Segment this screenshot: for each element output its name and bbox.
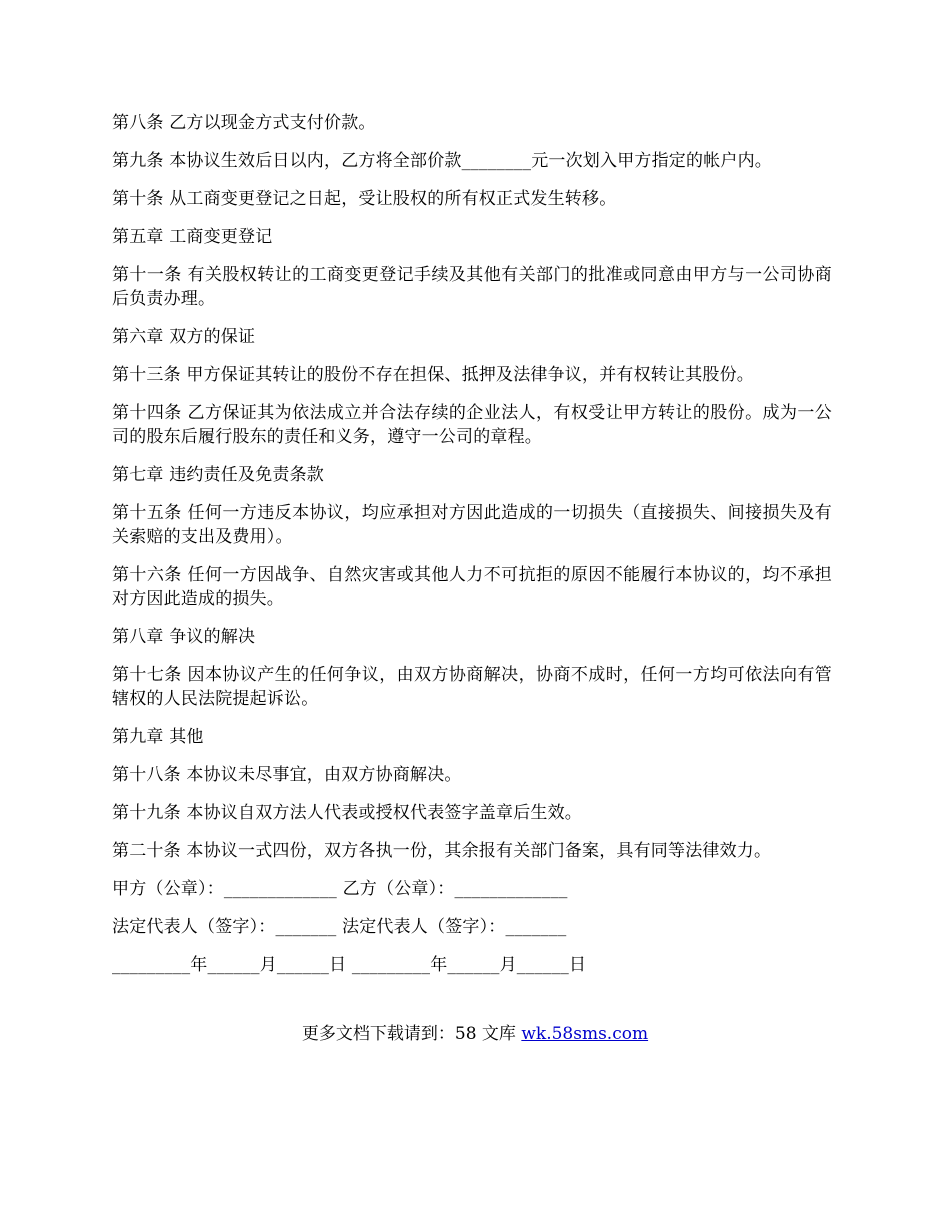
- footer: [0, 1022, 950, 1046]
- footer-text: 更多文档下载请到：58 文库: [301, 1024, 522, 1044]
- signature-line: 法定代表人（签字）：_______ 法定代表人（签字）：_______: [112, 917, 567, 937]
- chapter-9-heading: 第九章 其他: [112, 727, 204, 747]
- clause-8: 第八条 乙方以现金方式支付价款。: [112, 113, 376, 133]
- clause-19: 第十九条 本协议自双方法人代表或授权代表签字盖章后生效。: [112, 803, 583, 823]
- seal-line: 甲方（公章）：_____________ 乙方（公章）：_____________: [112, 879, 568, 899]
- clause-11: 第十一条 有关股权转让的工商变更登记手续及其他有关部门的批准或同意由甲方与一公司协商后负责办理。: [112, 265, 832, 309]
- clause-10: 第十条 从工商变更登记之日起，受让股权的所有权正式发生转移。: [112, 189, 617, 209]
- clause-14: 第十四条 乙方保证其为依法成立并合法存续的企业法人，有权受让甲方转让的股份。成为一公司的股东后履行股东的责任和义务，遵守一公司的章程。: [112, 403, 832, 447]
- clause-13: 第十三条 甲方保证其转让的股份不存在担保、抵押及法律争议，并有权转让其股份。: [112, 365, 755, 385]
- chapter-6-heading: 第六章 双方的保证: [112, 327, 256, 347]
- chapter-8-heading: 第八章 争议的解决: [112, 627, 256, 647]
- footer-link[interactable]: wk.58sms.com: [521, 1024, 649, 1044]
- clause-15: 第十五条 任何一方违反本协议，均应承担对方因此造成的一切损失（直接损失、间接损失及有关索赔的支出及费用）。: [112, 503, 832, 547]
- date-line: _________年______月______日 _________年______月______日: [112, 955, 587, 975]
- clause-18: 第十八条 本协议未尽事宜，由双方协商解决。: [112, 765, 462, 785]
- clause-20: 第二十条 本协议一式四份，双方各执一份，其余报有关部门备案，具有同等法律效力。: [112, 841, 772, 861]
- clause-9: 第九条 本协议生效后日以内，乙方将全部价款________元一次划入甲方指定的帐户内。: [112, 151, 773, 171]
- clause-16: 第十六条 任何一方因战争、自然灾害或其他人力不可抗拒的原因不能履行本协议的，均不承担对方因此造成的损失。: [112, 565, 832, 609]
- chapter-7-heading: 第七章 违约责任及免责条款: [112, 465, 325, 485]
- clause-17: 第十七条 因本协议产生的任何争议，由双方协商解决，协商不成时，任何一方均可依法向有管辖权的人民法院提起诉讼。: [112, 665, 832, 709]
- chapter-5-heading: 第五章 工商变更登记: [112, 227, 273, 247]
- document-body: [112, 111, 832, 991]
